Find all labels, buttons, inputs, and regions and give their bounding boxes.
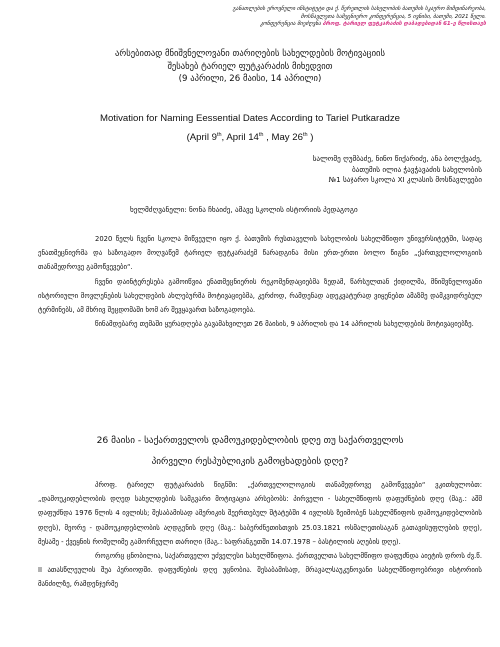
section-heading — [40, 430, 460, 472]
paragraph: როგორც ცნობილია, საქართველო უძველესი სახელმწიფოა. ქართველთა სახელმწიფო დაფუძნდა აიეტის დროს ძვ.წ. II ათასწლეულის შუა პერიოდში. დაფუძნების დღე უცნობია. შესაბამისად, მრავალსაუკუნოვანი სახელმწიფოებრივი ისტორიის მანძილზე, რამდენჯერმე — [38, 552, 482, 589]
english-title — [40, 111, 460, 146]
authors-block — [220, 154, 482, 186]
date-part: ) — [307, 132, 314, 144]
title-dates — [40, 127, 460, 146]
header-line — [96, 21, 486, 29]
date-part: (April 9 — [186, 132, 217, 144]
section-body — [38, 478, 482, 592]
section-heading-line: პირველი რესპუბლიკის გამოცხადების დღე? — [151, 456, 349, 467]
author-affiliation: ბათუმის ილია ჭავჭავაძის სახელობის — [351, 164, 482, 174]
header-line-prefix: კონფერენცია მიეძღვნა — [260, 21, 323, 28]
section-heading-line: 26 მაისი - საქართველოს დამოუკიდებლობის დღე თუ საქართველოს — [96, 435, 404, 446]
paragraph: წინამდებარე თემაში ყურადღება გავამახვილეთ 26 მაისის, 9 აპრილის და 14 აპრილის სახელდების მოტივაციებზე. — [95, 320, 474, 329]
header-line: მოსწავლეთა სამეცნიერო კონფერენცია, 5 ივნისი, ბათუმი, 2021 წელი. — [300, 13, 486, 20]
title-line: (9 აპრილი, 26 მაისი, 14 აპრილი) — [178, 74, 322, 84]
georgian-title — [40, 48, 460, 86]
ordinal-suffix: th — [302, 132, 308, 138]
author-names: სალომე ღუმბაძე, ნინო წიქარიძე, ანა ბოლქვაძე, — [312, 154, 482, 163]
title-line: Motivation for Naming Eessential Dates According to Tariel Putkaradze — [99, 113, 401, 124]
header-line: განათლების ეროვნული ინსტიტუტი და ქ. წერეთლის სახელობის ბათუმის სკაურო მიმდინარეობა, — [232, 6, 486, 12]
supervisor-line: ხელმძღვანელი: ნონა ჩხაიძე, ამავე სკოლის ისტორიის პედაგოგი — [130, 205, 358, 214]
conference-header — [96, 6, 486, 29]
date-part: , April 14 — [221, 132, 259, 144]
date-part: , May 26 — [263, 132, 303, 144]
ordinal-suffix: th — [216, 132, 222, 138]
ordinal-suffix: th — [258, 132, 264, 138]
title-line: შესახებ ტარიელ ფუტკარაძის მიხედვით — [167, 61, 333, 72]
paragraph: 2020 წელს ჩვენი სკოლა მიწვეული იყო ქ. ბათუმის რუსთაველის სახელობის სახელმწიფო უნივერსიტეტში, სადაც ენათმეცნიერმა და საზოგადო მოღვაწემ ტარიელ ფუტკარაძემ წარადგინა მისი ერთ-ერთი ბოლო წიგნი „ქართველოლოგიის თანამედროვე გამოწვევები“. — [38, 235, 482, 272]
author-affiliation: №1 საჯარო სკოლა XI კლასის მოსწავლეები — [328, 175, 482, 184]
paragraph: ჩვენი დაინტერესება გამოიწვია ენათმეცნიერის რეკომენდაციებმა ზედამ, წარსულთან ქიდილმა, მნიშვნელოვანი ისტორიული მოვლენების სახელდების ახლებურმა მოტივაციებმა, კერძოდ, რამდენად ადეკვატურად ვიყენებთ ამაზმე დამკვიდრებულ ტერმინებს, ამ მხრივ შეცდომაში ხომ არ შევყავართ საზოგადოება. — [38, 277, 482, 315]
intro-body — [38, 232, 482, 331]
paragraph: პროფ. ტარიელ ფუტკარაძის წიგნში: „ქართველოლოგიის თანამედროვე გამოწვევები“ ვკითხულობთ: „დამოუკიდებლობის დღედ სახელდების სამგვარი მოტივაცია არსებობს: პირველი - სახელმწიფოს დაფუძნების დღე (მაგ.: აშშ დაფუძნდა 1976 წლის 4 ივლისს; შესაბამისად ამერიკის შეერთებულ შტატებში 4 ივლისს ზეიმობენ სახელმწიფოს დამოუკიდებლობის დღეს), მეორე - დამოუკიდებლობის აღდგენის დღე (მაგ.: საბერძნეთისთვის 25.03.1821 ოსმალეთისაგან გათავისუფლების დღე), მესამე - ქვეყნის რომელიმე გამორჩეული თარიღი (მაგ.: საფრანგეთში 14.07.1978 – ბასტილიის აღების დღე). — [38, 481, 482, 546]
title-line: არსებითად მნიშვნელოვანი თარიღების სახელდების მოტივაციის — [115, 49, 385, 59]
header-highlight: პროფ. ტარიელ ფუტკარაძის დაბადებიდან 61-ე წლისთავს — [322, 21, 486, 28]
